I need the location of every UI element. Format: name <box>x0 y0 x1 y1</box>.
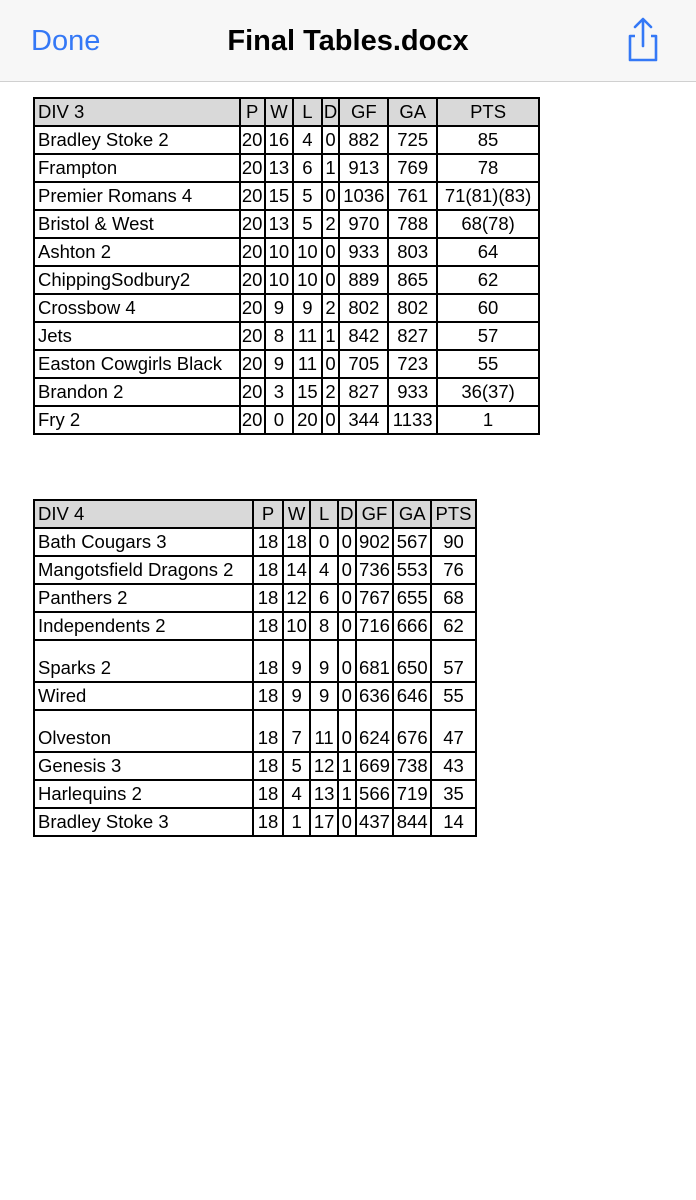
stat-cell: 20 <box>240 210 265 238</box>
header-cell: DIV 4 <box>34 500 253 528</box>
header-cell: D <box>322 98 340 126</box>
stat-cell: 18 <box>253 780 283 808</box>
team-name-cell: Easton Cowgirls Black <box>34 350 240 378</box>
stat-cell: 1 <box>283 808 311 836</box>
stat-cell: 666 <box>393 612 431 640</box>
stat-cell: 12 <box>283 584 311 612</box>
stat-cell: 15 <box>265 182 294 210</box>
table-row <box>34 322 539 350</box>
table-row <box>34 238 539 266</box>
header-cell: DIV 3 <box>34 98 240 126</box>
stat-cell: 719 <box>393 780 431 808</box>
stat-cell: 865 <box>388 266 437 294</box>
header-cell: L <box>310 500 338 528</box>
stat-cell: 0 <box>338 710 356 752</box>
stat-cell: 12 <box>310 752 338 780</box>
stat-cell: 0 <box>322 266 340 294</box>
stat-cell: 681 <box>356 640 394 682</box>
stat-cell: 676 <box>393 710 431 752</box>
team-name-cell: Bristol & West <box>34 210 240 238</box>
stat-cell: 0 <box>322 350 340 378</box>
stat-cell: 738 <box>393 752 431 780</box>
stat-cell: 761 <box>388 182 437 210</box>
stat-cell: 20 <box>240 238 265 266</box>
team-name-cell: Mangotsfield Dragons 2 <box>34 556 253 584</box>
stat-cell: 85 <box>437 126 539 154</box>
stat-cell: 0 <box>338 808 356 836</box>
team-name-cell: Bradley Stoke 3 <box>34 808 253 836</box>
team-name-cell: Genesis 3 <box>34 752 253 780</box>
stat-cell: 655 <box>393 584 431 612</box>
stat-cell: 803 <box>388 238 437 266</box>
stat-cell: 3 <box>265 378 294 406</box>
table-row <box>34 406 539 434</box>
stat-cell: 10 <box>265 238 294 266</box>
team-name-cell: Frampton <box>34 154 240 182</box>
header-cell: W <box>265 98 294 126</box>
stat-cell: 705 <box>339 350 388 378</box>
stat-cell: 35 <box>431 780 476 808</box>
stat-cell: 18 <box>253 640 283 682</box>
stat-cell: 769 <box>388 154 437 182</box>
header-cell: W <box>283 500 311 528</box>
stat-cell: 11 <box>293 322 322 350</box>
table-row <box>34 294 539 322</box>
table-row <box>34 808 476 836</box>
stat-cell: 802 <box>339 294 388 322</box>
stat-cell: 913 <box>339 154 388 182</box>
table-row <box>34 528 476 556</box>
share-icon <box>622 16 664 64</box>
stat-cell: 20 <box>293 406 322 434</box>
stat-cell: 18 <box>253 584 283 612</box>
div3-table <box>33 97 540 435</box>
stat-cell: 736 <box>356 556 394 584</box>
table-row <box>34 710 476 752</box>
stat-cell: 0 <box>338 584 356 612</box>
stat-cell: 0 <box>322 406 340 434</box>
stat-cell: 0 <box>322 126 340 154</box>
team-name-cell: Ashton 2 <box>34 238 240 266</box>
team-name-cell: ChippingSodbury2 <box>34 266 240 294</box>
stat-cell: 716 <box>356 612 394 640</box>
header-cell: P <box>240 98 265 126</box>
stat-cell: 62 <box>437 266 539 294</box>
team-name-cell: Premier Romans 4 <box>34 182 240 210</box>
team-name-cell: Harlequins 2 <box>34 780 253 808</box>
stat-cell: 20 <box>240 378 265 406</box>
team-name-cell: Brandon 2 <box>34 378 240 406</box>
table-row <box>34 612 476 640</box>
stat-cell: 882 <box>339 126 388 154</box>
stat-cell: 0 <box>310 528 338 556</box>
stat-cell: 1 <box>338 780 356 808</box>
stat-cell: 788 <box>388 210 437 238</box>
team-name-cell: Olveston <box>34 710 253 752</box>
table-row <box>34 682 476 710</box>
stat-cell: 669 <box>356 752 394 780</box>
stat-cell: 20 <box>240 126 265 154</box>
stat-cell: 18 <box>253 710 283 752</box>
div4-table <box>33 499 477 837</box>
stat-cell: 55 <box>437 350 539 378</box>
table-header-row <box>34 500 476 528</box>
stat-cell: 10 <box>293 266 322 294</box>
stat-cell: 20 <box>240 322 265 350</box>
team-name-cell: Panthers 2 <box>34 584 253 612</box>
table-row <box>34 210 539 238</box>
stat-cell: 13 <box>265 154 294 182</box>
stat-cell: 567 <box>393 528 431 556</box>
stat-cell: 0 <box>338 640 356 682</box>
stat-cell: 0 <box>322 238 340 266</box>
team-name-cell: Crossbow 4 <box>34 294 240 322</box>
stat-cell: 55 <box>431 682 476 710</box>
bottom-area <box>0 1190 696 1200</box>
stat-cell: 18 <box>253 612 283 640</box>
stat-cell: 827 <box>339 378 388 406</box>
header-cell: GF <box>339 98 388 126</box>
stat-cell: 57 <box>431 640 476 682</box>
stat-cell: 20 <box>240 154 265 182</box>
stat-cell: 20 <box>240 294 265 322</box>
table-row <box>34 780 476 808</box>
table-row <box>34 752 476 780</box>
stat-cell: 344 <box>339 406 388 434</box>
stat-cell: 13 <box>310 780 338 808</box>
stat-cell: 646 <box>393 682 431 710</box>
header-cell: GA <box>388 98 437 126</box>
table-row <box>34 350 539 378</box>
header-cell: D <box>338 500 356 528</box>
stat-cell: 20 <box>240 350 265 378</box>
team-name-cell: Bradley Stoke 2 <box>34 126 240 154</box>
stat-cell: 1 <box>322 322 340 350</box>
stat-cell: 2 <box>322 378 340 406</box>
stat-cell: 13 <box>265 210 294 238</box>
header-cell: P <box>253 500 283 528</box>
stat-cell: 6 <box>293 154 322 182</box>
team-name-cell: Bath Cougars 3 <box>34 528 253 556</box>
stat-cell: 68 <box>431 584 476 612</box>
stat-cell: 0 <box>322 182 340 210</box>
nav-bar <box>0 0 696 82</box>
stat-cell: 767 <box>356 584 394 612</box>
stat-cell: 4 <box>283 780 311 808</box>
stat-cell: 827 <box>388 322 437 350</box>
table-header-row <box>34 98 539 126</box>
table-row <box>34 556 476 584</box>
stat-cell: 624 <box>356 710 394 752</box>
stat-cell: 842 <box>339 322 388 350</box>
stat-cell: 78 <box>437 154 539 182</box>
table-row <box>34 584 476 612</box>
team-name-cell: Jets <box>34 322 240 350</box>
stat-cell: 725 <box>388 126 437 154</box>
stat-cell: 18 <box>253 808 283 836</box>
stat-cell: 650 <box>393 640 431 682</box>
stat-cell: 1133 <box>388 406 437 434</box>
table-row <box>34 378 539 406</box>
stat-cell: 9 <box>283 640 311 682</box>
stat-cell: 18 <box>253 752 283 780</box>
stat-cell: 9 <box>310 640 338 682</box>
stat-cell: 4 <box>293 126 322 154</box>
header-cell: PTS <box>437 98 539 126</box>
stat-cell: 10 <box>283 612 311 640</box>
stat-cell: 9 <box>310 682 338 710</box>
stat-cell: 60 <box>437 294 539 322</box>
stat-cell: 4 <box>310 556 338 584</box>
stat-cell: 10 <box>293 238 322 266</box>
stat-cell: 933 <box>339 238 388 266</box>
stat-cell: 76 <box>431 556 476 584</box>
stat-cell: 68(78) <box>437 210 539 238</box>
stat-cell: 57 <box>437 322 539 350</box>
stat-cell: 566 <box>356 780 394 808</box>
stat-cell: 8 <box>310 612 338 640</box>
stat-cell: 1 <box>338 752 356 780</box>
stat-cell: 889 <box>339 266 388 294</box>
stat-cell: 14 <box>431 808 476 836</box>
stat-cell: 902 <box>356 528 394 556</box>
stat-cell: 18 <box>253 528 283 556</box>
stat-cell: 1 <box>437 406 539 434</box>
stat-cell: 20 <box>240 266 265 294</box>
stat-cell: 437 <box>356 808 394 836</box>
stat-cell: 2 <box>322 210 340 238</box>
stat-cell: 90 <box>431 528 476 556</box>
stat-cell: 18 <box>253 682 283 710</box>
stat-cell: 16 <box>265 126 294 154</box>
stat-cell: 844 <box>393 808 431 836</box>
header-cell: GF <box>356 500 394 528</box>
team-name-cell: Independents 2 <box>34 612 253 640</box>
stat-cell: 20 <box>240 406 265 434</box>
stat-cell: 0 <box>338 682 356 710</box>
table-row <box>34 154 539 182</box>
stat-cell: 970 <box>339 210 388 238</box>
stat-cell: 802 <box>388 294 437 322</box>
stat-cell: 64 <box>437 238 539 266</box>
table-row <box>34 266 539 294</box>
stat-cell: 933 <box>388 378 437 406</box>
stat-cell: 9 <box>265 294 294 322</box>
team-name-cell: Fry 2 <box>34 406 240 434</box>
stat-cell: 636 <box>356 682 394 710</box>
team-name-cell: Sparks 2 <box>34 640 253 682</box>
stat-cell: 0 <box>265 406 294 434</box>
header-cell: PTS <box>431 500 476 528</box>
stat-cell: 18 <box>283 528 311 556</box>
stat-cell: 5 <box>293 182 322 210</box>
document-title: Final Tables.docx <box>227 25 469 57</box>
stat-cell: 43 <box>431 752 476 780</box>
stat-cell: 0 <box>338 556 356 584</box>
stat-cell: 36(37) <box>437 378 539 406</box>
stat-cell: 10 <box>265 266 294 294</box>
stat-cell: 62 <box>431 612 476 640</box>
stat-cell: 71(81)(83) <box>437 182 539 210</box>
done-button[interactable]: Done <box>31 25 101 57</box>
stat-cell: 11 <box>310 710 338 752</box>
table-row <box>34 182 539 210</box>
table-row <box>34 640 476 682</box>
stat-cell: 47 <box>431 710 476 752</box>
stat-cell: 6 <box>310 584 338 612</box>
stat-cell: 723 <box>388 350 437 378</box>
stat-cell: 14 <box>283 556 311 584</box>
stat-cell: 553 <box>393 556 431 584</box>
stat-cell: 5 <box>283 752 311 780</box>
stat-cell: 2 <box>322 294 340 322</box>
stat-cell: 9 <box>283 682 311 710</box>
header-cell: L <box>293 98 322 126</box>
stat-cell: 9 <box>265 350 294 378</box>
stat-cell: 7 <box>283 710 311 752</box>
share-button[interactable] <box>622 16 664 64</box>
stat-cell: 8 <box>265 322 294 350</box>
stat-cell: 17 <box>310 808 338 836</box>
stat-cell: 1 <box>322 154 340 182</box>
stat-cell: 1036 <box>339 182 388 210</box>
stat-cell: 18 <box>253 556 283 584</box>
table-row <box>34 126 539 154</box>
header-cell: GA <box>393 500 431 528</box>
stat-cell: 11 <box>293 350 322 378</box>
team-name-cell: Wired <box>34 682 253 710</box>
stat-cell: 0 <box>338 528 356 556</box>
stat-cell: 9 <box>293 294 322 322</box>
stat-cell: 0 <box>338 612 356 640</box>
stat-cell: 15 <box>293 378 322 406</box>
stat-cell: 5 <box>293 210 322 238</box>
stat-cell: 20 <box>240 182 265 210</box>
